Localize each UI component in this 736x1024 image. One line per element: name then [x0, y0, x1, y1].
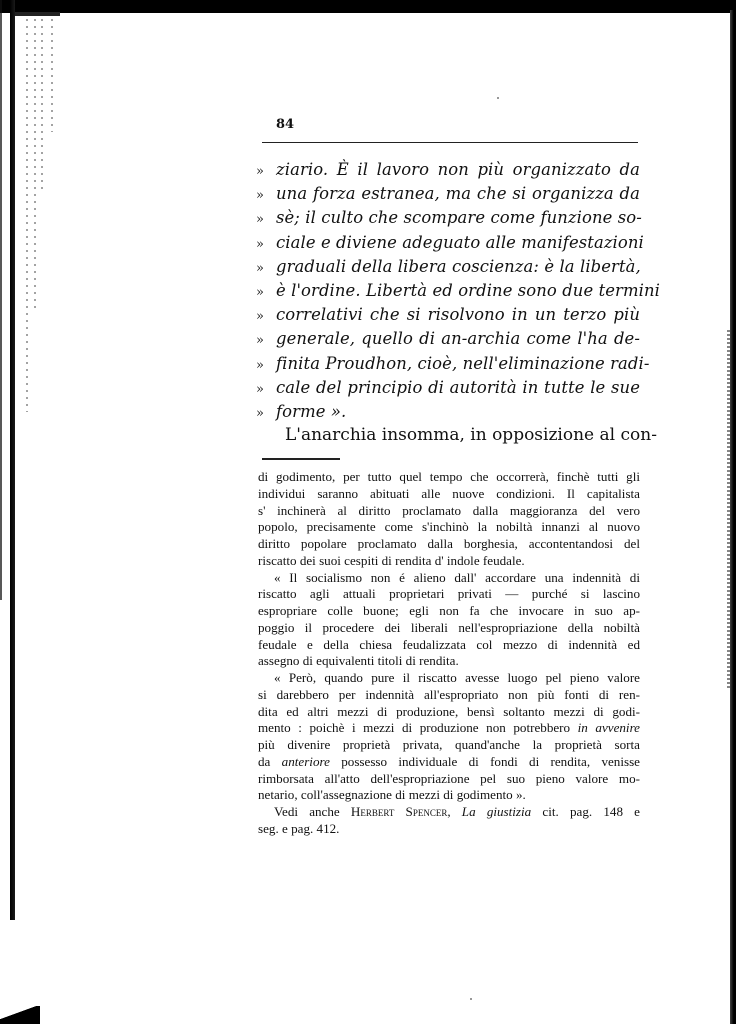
footnote-text-segment: cit. pag. 148 e: [531, 804, 640, 819]
footnote-line-text: « Il socialismo non é alieno dall' accordare una indennità di: [274, 569, 640, 585]
footnote-line: [258, 821, 640, 838]
footnote-line: [258, 603, 640, 620]
scan-corner-bottom-left: [0, 1006, 40, 1024]
quote-line-text: cale del principio di autorità in tutte le sue: [276, 377, 640, 397]
footnote-line-text: popolo, precisamente come s'inchinò la nobiltà innanzi al nuovo: [258, 519, 640, 535]
scan-speck: [470, 998, 472, 1000]
footnote-line-text: seg. e pag. 412.: [258, 820, 340, 836]
footnote-line-text: espropriare colle buone; egli non fa che invocare in suo ap-: [258, 603, 640, 618]
quote-line-text: graduali della libera coscienza: è la libertà,: [276, 256, 641, 276]
quote-line: [256, 160, 640, 184]
footnote-line: [258, 653, 640, 670]
footnote-line-text: di godimento, per tutto quel tempo che occorrerà, finchè tutti gli: [258, 469, 640, 484]
scan-noise-left: [41, 12, 43, 192]
footnote-line: [258, 486, 640, 503]
quote-marker: »: [256, 260, 264, 276]
scan-edge-left: [0, 0, 2, 600]
quote-line-text: ciale e diviene adeguato alle manifestazioni: [276, 232, 644, 252]
quote-marker: »: [256, 357, 264, 373]
quote-line: [256, 305, 640, 329]
footnote-line-text: più divenire proprietà privata, quand'anche la proprietà sorta: [258, 737, 640, 752]
scan-border-right: [730, 10, 736, 1024]
italic-emphasis: La giustizia: [461, 804, 532, 819]
quote-line: [256, 280, 660, 305]
quote-line-text: è l'ordine. Libertà ed ordine sono due termini: [276, 280, 660, 300]
quote-marker: »: [256, 333, 264, 349]
footnote-line-text: rimborsata all'atto dell'espropriazione pel suo pieno valore mo-: [258, 770, 640, 786]
quote-marker: »: [256, 309, 264, 325]
footnote-text-segment: mento : poichè i mezzi di produzione non potrebbero: [258, 720, 578, 736]
quote-marker: »: [256, 284, 264, 300]
footnote-line-text: netario, coll'assegnazione di mezzi di godimento ».: [258, 787, 526, 803]
footnote-line: [258, 553, 640, 570]
quote-line-text: sè; il culto che scompare come funzione so-: [276, 208, 642, 228]
footnote-line: [258, 737, 640, 754]
footnote-line-text: riscatto dei suoi cespiti di rendita d' indole feudale.: [258, 552, 525, 568]
scan-noise-left: [51, 12, 53, 132]
footnote-line: [258, 620, 640, 637]
quote-marker: »: [256, 188, 264, 204]
footnote-line: [258, 536, 640, 553]
footnote-line: [258, 704, 640, 721]
italic-emphasis: anteriore: [281, 753, 330, 769]
quote-line: [256, 353, 650, 378]
quoted-passage: [256, 160, 660, 426]
footnote-line-text: individui saranno abituati alle nuove condizioni. Il capitalista: [258, 485, 640, 501]
footnote-line: [258, 637, 640, 654]
quote-line-text: una forza estranea, ma che si organizza da: [276, 184, 640, 204]
italic-emphasis: in avvenire: [577, 720, 640, 736]
footnote-line: [258, 804, 640, 821]
scan-noise-left: [26, 12, 28, 412]
footnote-line-text: si darebbero per indennità all'espropriato non più fonti di ren-: [258, 686, 640, 702]
scan-noise-left: [34, 12, 36, 312]
header-rule: [262, 142, 638, 143]
author-name: Herbert Spencer: [350, 804, 448, 819]
quote-line: [256, 232, 644, 257]
footnote-line: [258, 586, 640, 603]
footnote-line-text: « Però, quando pure il riscatto avesse luogo pel pieno valore: [274, 670, 640, 685]
quote-line: [256, 184, 640, 208]
footnote-line-text: assegno di equivalenti titoli di rendita.: [258, 653, 459, 669]
footnote-line: [258, 787, 640, 804]
scan-edge-shadow-right: [727, 330, 730, 690]
quote-marker: »: [256, 381, 264, 397]
quote-marker: »: [256, 164, 264, 179]
quote-line: [256, 402, 640, 426]
footnote-line: [258, 771, 640, 788]
footnote-line: [258, 754, 640, 771]
footnote-line: [258, 570, 640, 587]
footnote-line-text: s' inchinerà al diritto proclamato dalla maggioranza del vero: [258, 502, 640, 518]
scan-binding-mark: [15, 12, 60, 16]
footnote-text-segment: da: [258, 753, 282, 769]
quote-line: [256, 329, 640, 353]
footnote-text-segment: Vedi anche: [274, 804, 351, 819]
scan-speck: [497, 97, 499, 99]
footnote-text-segment: ,: [447, 804, 462, 819]
scan-border-top: [0, 0, 736, 13]
page-number: 84: [276, 117, 295, 132]
quote-line: [256, 208, 640, 232]
body-text-line: L'anarchia insomma, in opposizione al con-: [285, 425, 657, 445]
footnote-line-text: riscatto agli attuali proprietari privati — purché si lascino: [258, 586, 640, 602]
quote-line-text: finita Proudhon, cioè, nell'eliminazione radi-: [276, 353, 650, 373]
footnote-line: [258, 670, 640, 687]
footnote-line-text: dita ed altri mezzi di produzione, bensì soltanto mezzi di godi-: [258, 703, 640, 719]
footnote-line: [258, 503, 640, 520]
quote-line-text: correlativi che si risolvono in un terzo più: [276, 305, 640, 325]
footnote-line-text: poggio il procedere dei liberali nell'espropriazione della nobiltà: [258, 619, 640, 635]
footnote-line: [258, 519, 640, 536]
quote-line: [256, 378, 640, 402]
quote-marker: »: [256, 405, 264, 421]
footnote-line-text: diritto popolare proclamato dalla borghesia, accontentandosi del: [258, 536, 640, 551]
quote-line: [256, 257, 640, 281]
footnote-line: [258, 687, 640, 704]
quote-line-text: forme ».: [276, 401, 347, 421]
quote-marker: »: [256, 212, 264, 228]
quote-marker: »: [256, 236, 264, 252]
footnote-line: [258, 720, 640, 737]
quote-line-text: generale, quello di an-archia come l'ha de-: [276, 329, 640, 349]
footnote-block: [258, 469, 640, 838]
footnote-line: [258, 469, 640, 486]
footnote-separator-rule: [262, 458, 340, 460]
quote-line-text: ziario. È il lavoro non più organizzato da: [276, 160, 640, 179]
footnote-text-segment: possesso individuale di fondi di rendita, venisse: [329, 753, 640, 769]
scan-border-left: [10, 0, 15, 920]
footnote-line-text: feudale e della chiesa feudalizzata col mezzo di indennità ed: [258, 636, 640, 652]
